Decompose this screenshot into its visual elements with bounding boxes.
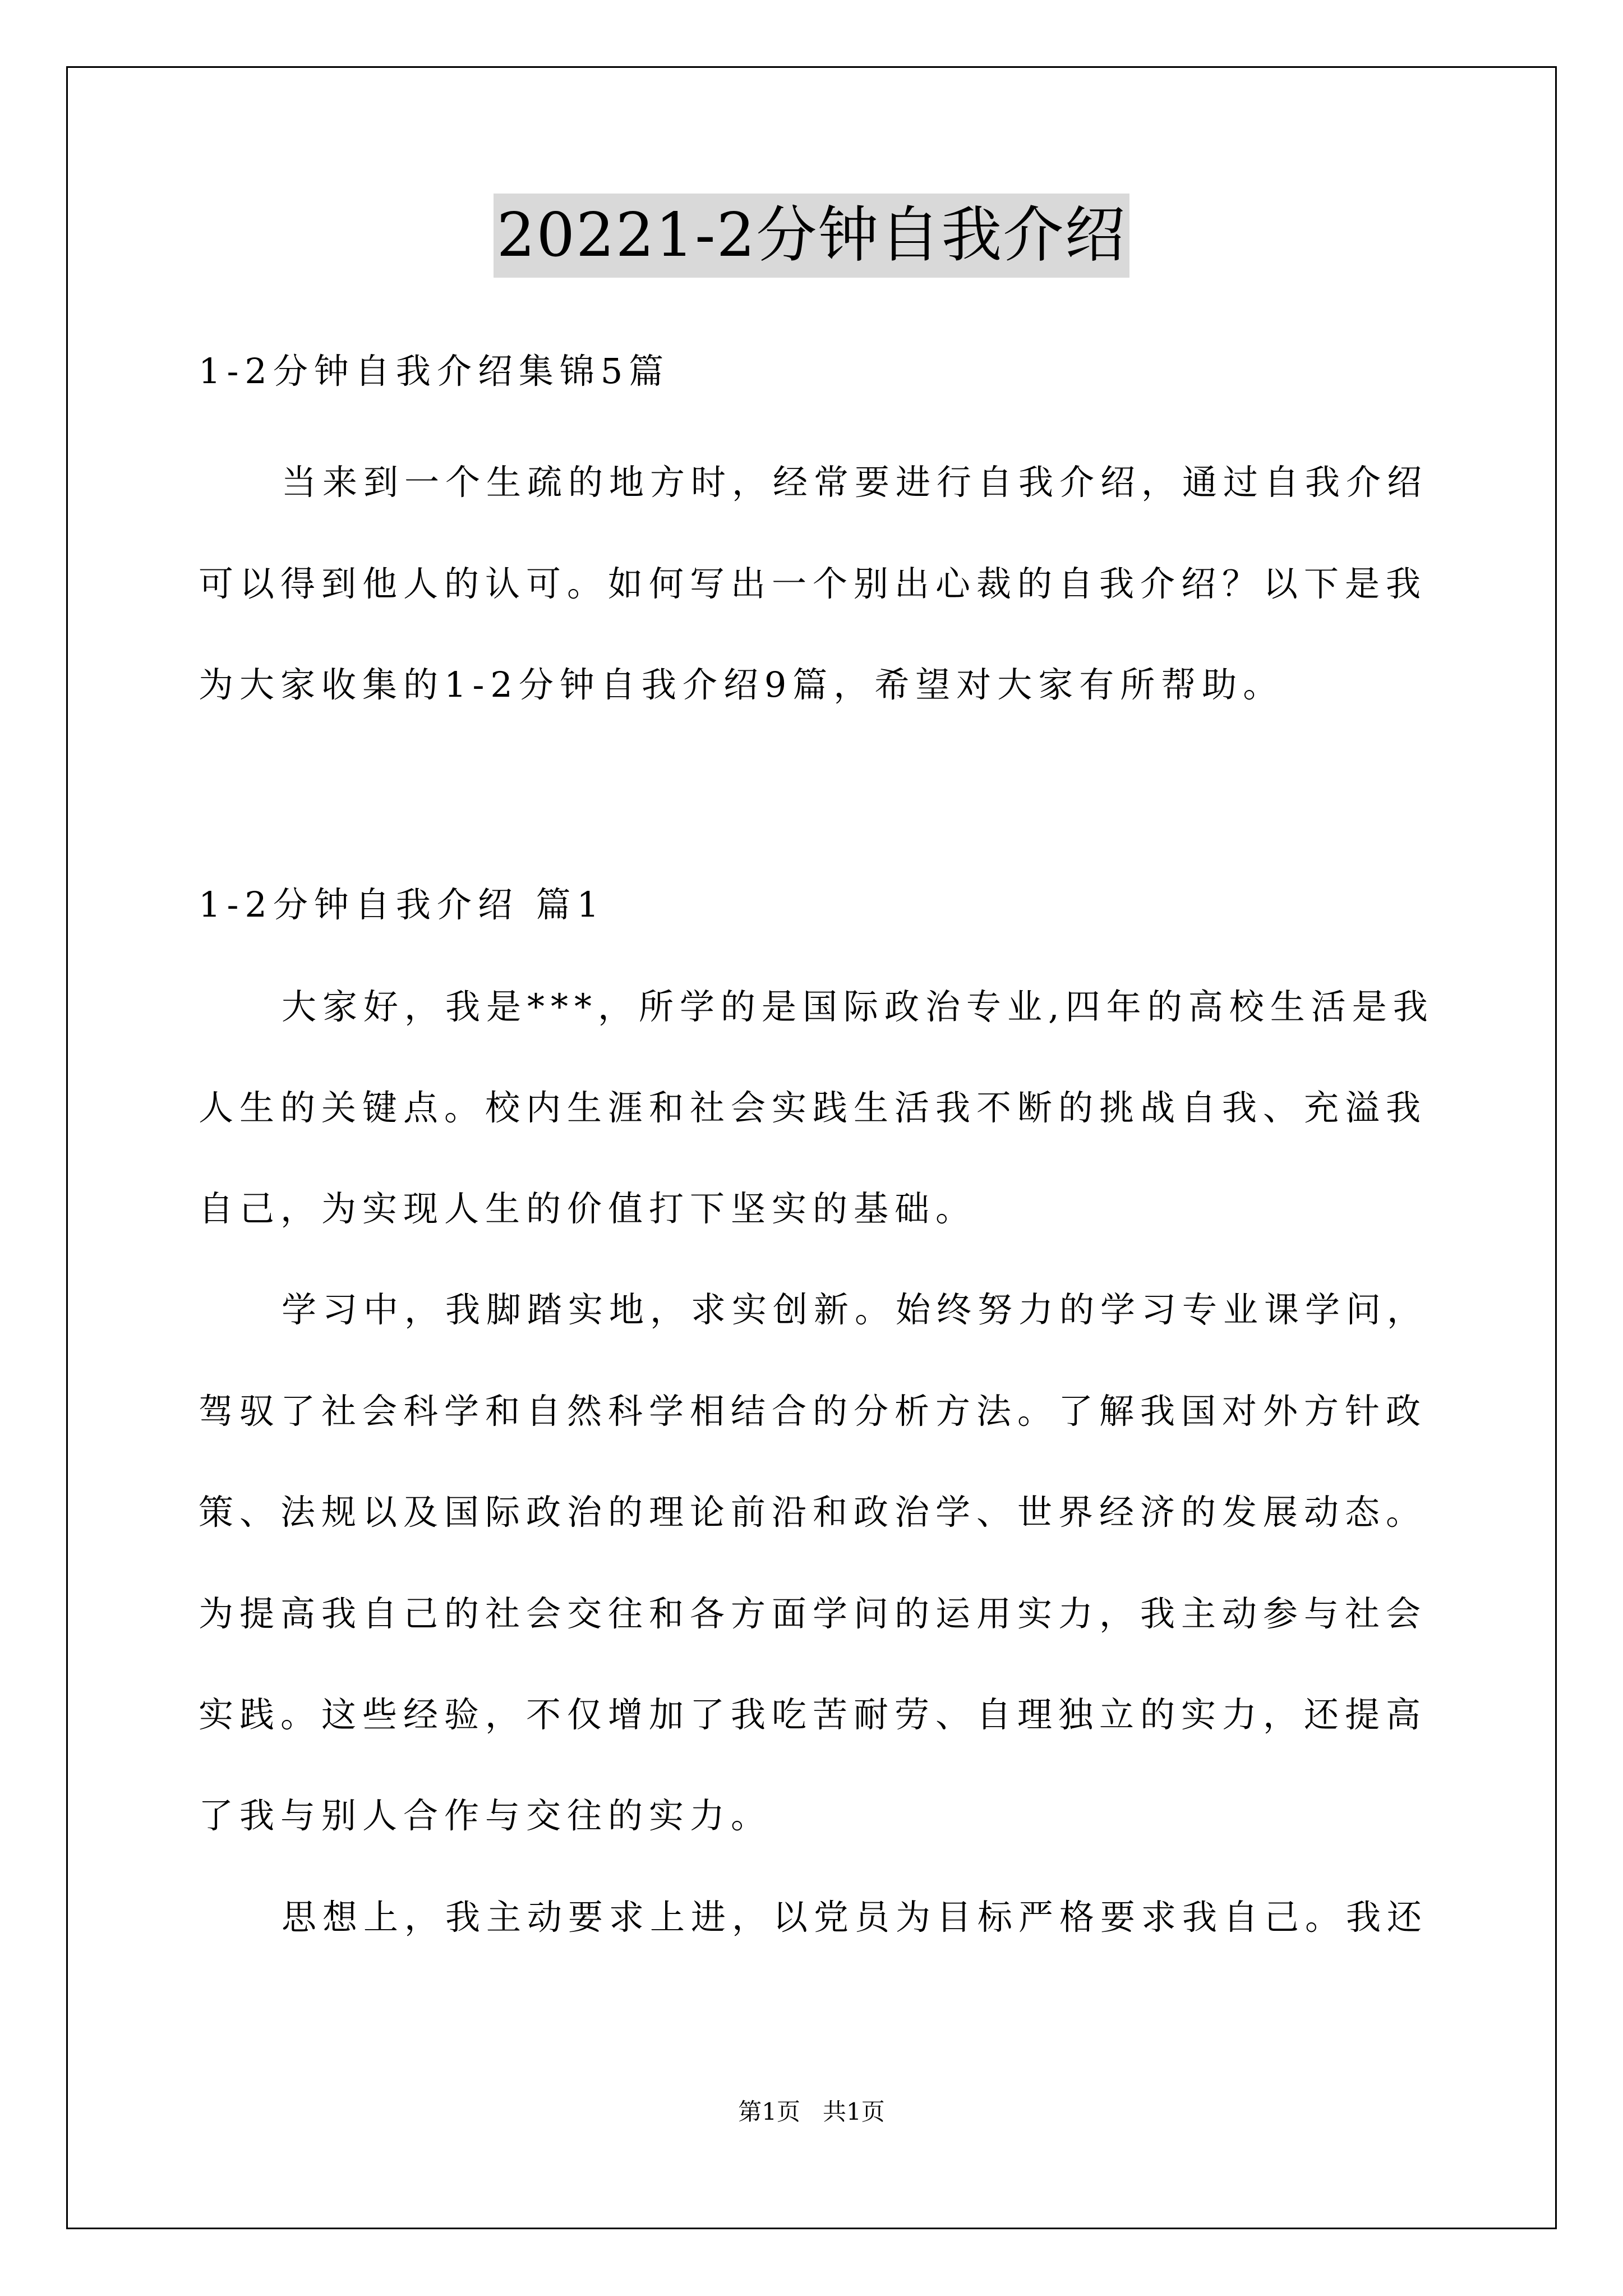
- title-container: [0, 194, 1623, 278]
- intro-line-3: 为大家收集的1-2分钟自我介绍9篇，希望对大家有所帮助。: [199, 664, 1284, 705]
- body-line-2: 人生的关键点。校内生涯和社会实践生活我不断的挑战自我、充溢我: [199, 1087, 1427, 1128]
- body-line-4: 学习中，我脚踏实地，求实创新。始终努力的学习专业课学问，: [282, 1289, 1428, 1330]
- document-title: 20221-2分钟自我介绍: [494, 194, 1130, 278]
- body-line-3: 自己，为实现人生的价值打下坚实的基础。: [199, 1188, 977, 1229]
- subtitle: 1-2分钟自我介绍集锦5篇: [199, 351, 670, 392]
- body-line-1: 大家好，我是***，所学的是国际政治专业,四年的高校生活是我: [282, 986, 1434, 1027]
- body-line-7: 为提高我自己的社会交往和各方面学问的运用实力，我主动参与社会: [199, 1593, 1427, 1634]
- body-line-9: 了我与别人合作与交往的实力。: [199, 1795, 772, 1836]
- body-line-8: 实践。这些经验，不仅增加了我吃苦耐劳、自理独立的实力，还提高: [199, 1694, 1427, 1735]
- body-line-10: 思想上，我主动要求上进，以党员为目标严格要求我自己。我还: [282, 1897, 1428, 1938]
- body-line-6: 策、法规以及国际政治的理论前沿和政治学、世界经济的发展动态。: [199, 1492, 1427, 1533]
- intro-line-1: 当来到一个生疏的地方时，经常要进行自我介绍，通过自我介绍: [282, 462, 1428, 503]
- section-heading: 1-2分钟自我介绍 篇1: [199, 884, 605, 925]
- page-footer: 第1页 共1页: [738, 2098, 885, 2125]
- intro-line-2: 可以得到他人的认可。如何写出一个别出心裁的自我介绍？以下是我: [199, 563, 1427, 604]
- body-line-5: 驾驭了社会科学和自然科学相结合的分析方法。了解我国对外方针政: [199, 1391, 1427, 1432]
